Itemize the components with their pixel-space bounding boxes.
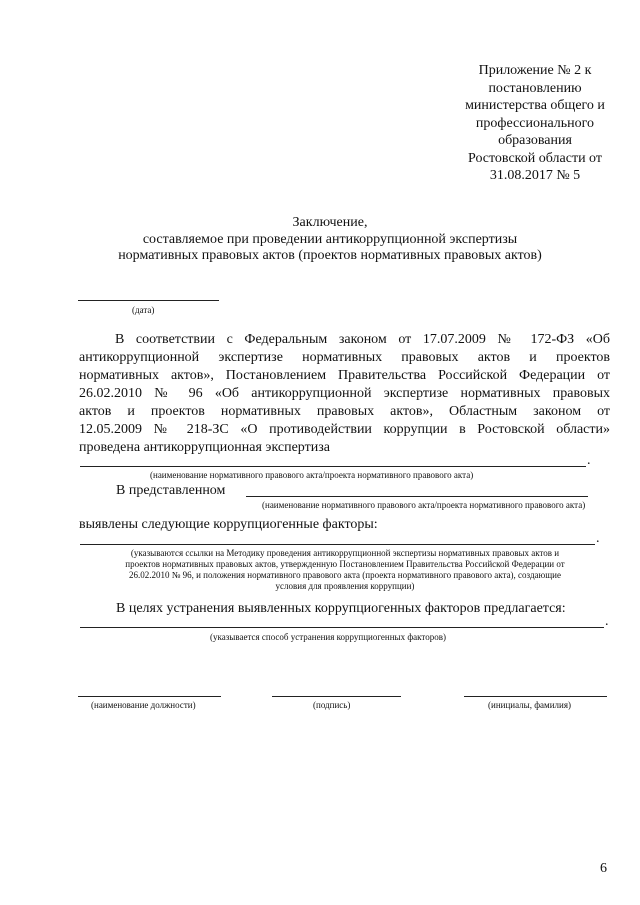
intro-line: В соответствии с Федеральным законом от 17.07.2009 № 172-ФЗ «Об	[115, 332, 610, 347]
factors-note-line: условия для проявления коррупции)	[275, 581, 415, 591]
title-line-3: нормативных правовых актов (проектов нормативных правовых актов)	[118, 248, 542, 263]
period-mark: .	[587, 453, 591, 468]
appendix-line: образования	[498, 133, 572, 148]
appendix-header	[430, 62, 640, 185]
factors-note-line: 26.02.2010 № 96, и положения нормативного правового акта (проекта нормативного правового акта), создающие	[129, 570, 561, 580]
act-name-caption: (наименование нормативного правового акта/проекта нормативного правового акта)	[150, 470, 474, 480]
intro-line: 12.05.2009 № 218-ЗС «О противодействии коррупции в Ростовской области»	[79, 422, 610, 437]
title-line-1: Заключение,	[292, 215, 368, 230]
appendix-line: министерства общего и	[465, 98, 605, 113]
period-mark: .	[605, 614, 609, 629]
appendix-line: постановлению	[488, 80, 582, 96]
page-number: 6	[600, 861, 607, 876]
appendix-line: профессионального	[475, 115, 595, 131]
title-line-2: составляемое при проведении антикоррупционной экспертизы	[142, 231, 518, 247]
act-name-field[interactable]	[80, 466, 586, 467]
intro-paragraph	[79, 331, 610, 457]
position-caption: (наименование должности)	[91, 700, 196, 710]
presented-act-caption: (наименование нормативного правового акта/проекта нормативного правового акта)	[262, 500, 586, 510]
factors-label: выявлены следующие коррупциогенные факторы:	[79, 517, 378, 532]
proposal-caption: (указывается способ устранения коррупциогенных факторов)	[210, 632, 446, 642]
intro-line: антикоррупционной экспертизе нормативных правовых актов и проектов	[79, 350, 610, 365]
signature-caption: (подпись)	[313, 700, 351, 710]
position-field[interactable]	[78, 696, 221, 697]
factors-note-line: проектов нормативных правовых актов, утвержденную Постановлением Правительства Российской Федерации от	[125, 559, 565, 569]
appendix-line: Приложение № 2 к	[478, 63, 592, 78]
signature-field[interactable]	[272, 696, 401, 697]
period-mark: .	[596, 531, 600, 546]
date-caption: (дата)	[132, 305, 155, 315]
intro-line: 26.02.2010 № 96 «Об антикоррупционной экспертизе нормативных правовых	[79, 386, 610, 401]
appendix-line: Ростовской области от	[468, 150, 602, 166]
proposal-field[interactable]	[80, 627, 604, 628]
intro-last-line: проведена антикоррупционная экспертиза	[79, 440, 330, 455]
appendix-line: 31.08.2017 № 5	[489, 168, 581, 183]
name-field[interactable]	[464, 696, 607, 697]
document-title	[80, 215, 580, 265]
factors-note-line: (указываются ссылки на Методику проведения антикоррупционной экспертизы нормативных правовых актов и	[130, 548, 560, 558]
proposal-label: В целях устранения выявленных коррупциогенных факторов предлагается:	[116, 601, 566, 616]
factors-field[interactable]	[80, 544, 595, 545]
intro-line: нормативных актов», Постановлением Правительства Российской Федерации от	[79, 368, 610, 383]
name-caption: (инициалы, фамилия)	[488, 700, 571, 710]
presented-act-field[interactable]	[246, 496, 588, 497]
factors-note	[80, 548, 610, 592]
intro-line: актов и проектов нормативных правовых актов», Областным законом от	[79, 404, 610, 419]
date-field-line[interactable]	[78, 300, 219, 301]
presented-label: В представленном	[116, 483, 226, 498]
